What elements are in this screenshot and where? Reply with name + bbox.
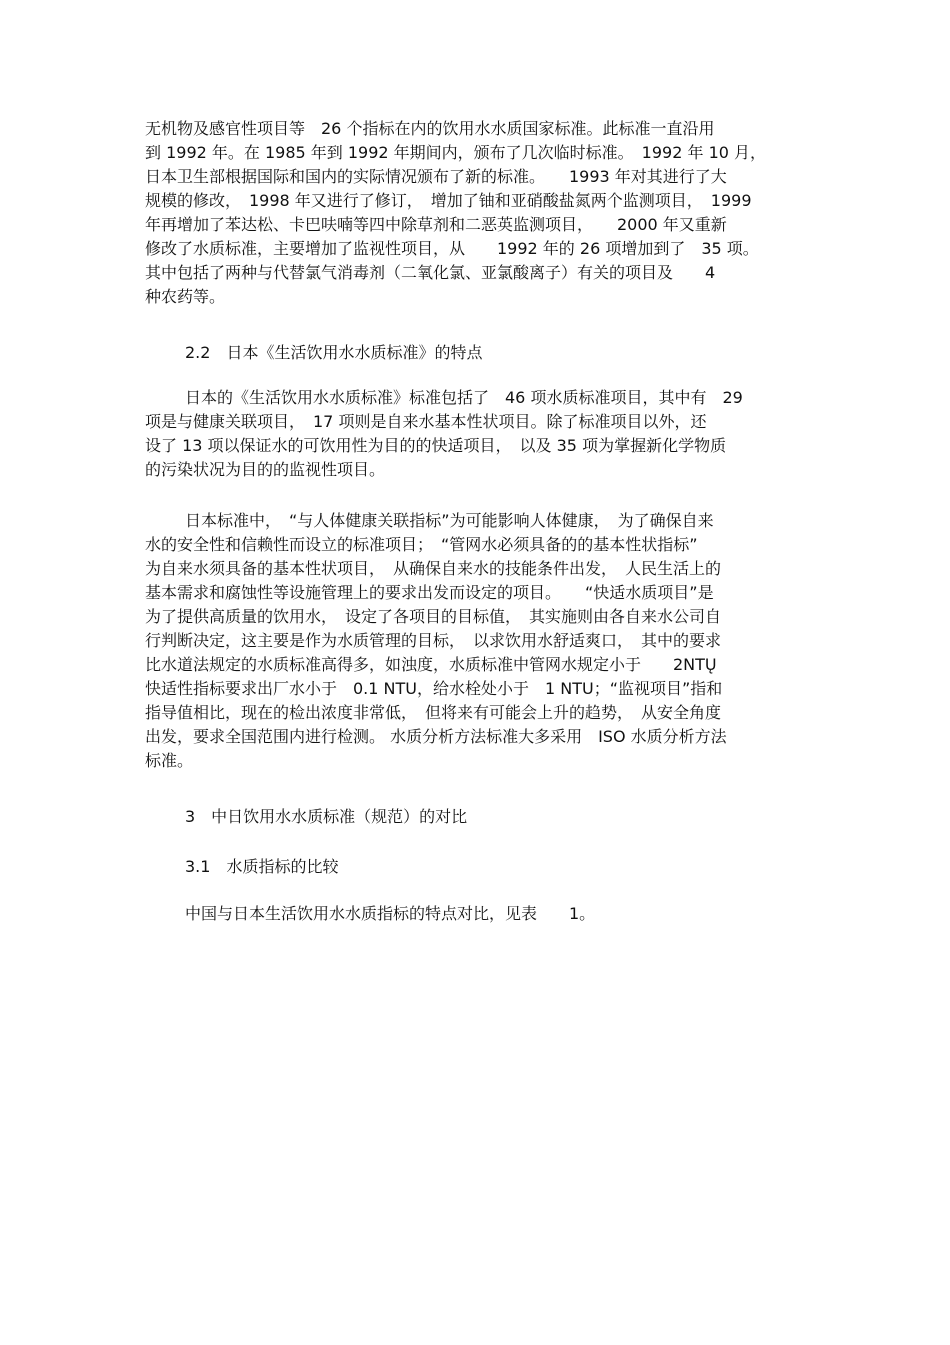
paragraph-japan-standard-overview (145, 386, 815, 482)
text-line: 其中包括了两种与代替氯气消毒剂（二氧化氯、亚氯酸离子）有关的项目及 4 (145, 263, 716, 282)
section-heading-2-2 (145, 341, 815, 365)
text-line: 日本标准中， “与人体健康关联指标”为可能影响人体健康， 为了确保自来 (185, 511, 714, 530)
text-line: 中国与日本生活饮用水水质指标的特点对比，见表 1。 (185, 904, 596, 923)
section-heading-3-1 (145, 855, 815, 879)
heading-text: 2.2 日本《生活饮用水水质标准》的特点 (185, 343, 483, 362)
text-line: 规模的修改， 1998 年又进行了修订， 增加了铀和亚硝酸盐氮两个监测项目， 1999 (145, 191, 752, 210)
text-line: 指导值相比，现在的检出浓度非常低， 但将来有可能会上升的趋势， 从安全角度 (145, 703, 722, 722)
heading-text: 3 中日饮用水水质标准（规范）的对比 (185, 807, 468, 826)
text-line: 基本需求和腐蚀性等设施管理上的要求出发而设定的项目。 “快适水质项目”是 (145, 583, 714, 602)
text-line: 种农药等。 (145, 287, 226, 306)
paragraph-comparison-reference (145, 902, 815, 926)
text-line: 年再增加了苯达松、卡巴呋喃等四中除草剂和二恶英监测项目， 2000 年又重新 (145, 215, 727, 234)
text-line: 水的安全性和信赖性而设立的标准项目； “管网水必须具备的的基本性状指标” (145, 535, 698, 554)
text-line: 行判断决定，这主要是作为水质管理的目标， 以求饮用水舒适爽口， 其中的要求 (145, 631, 722, 650)
paragraph-japan-standard-categories (145, 509, 815, 773)
text-line: 为自来水须具备的基本性状项目， 从确保自来水的技能条件出发， 人民生活上的 (145, 559, 722, 578)
text-line: 设了 13 项以保证水的可饮用性为目的的快适项目， 以及 35 项为掌握新化学物质 (145, 436, 727, 455)
text-line: 无机物及感官性项目等 26 个指标在内的饮用水水质国家标准。此标准一直沿用 (145, 119, 715, 138)
text-line: 日本的《生活饮用水水质标准》标准包括了 46 项水质标准项目，其中有 29 (185, 388, 743, 407)
heading-text: 3.1 水质指标的比较 (185, 857, 339, 876)
text-line: 标准。 (145, 751, 194, 770)
text-line: 修改了水质标准，主要增加了监视性项目，从 1992 年的 26 项增加到了 35 项。 (145, 239, 759, 258)
text-line: 的污染状况为目的的监视性项目。 (145, 460, 386, 479)
text-line: 出发，要求全国范围内进行检测。 水质分析方法标准大多采用 ISO 水质分析方法 (145, 727, 727, 746)
text-line: 为了提供高质量的饮用水， 设定了各项目的目标值， 其实施则由各自来水公司自 (145, 607, 722, 626)
text-line: 快适性指标要求出厂水小于 0.1 NTU，给水栓处小于 1 NTU；“监视项目”指和 (145, 679, 723, 698)
paragraph-intro-history (145, 117, 815, 309)
section-heading-3 (145, 805, 815, 829)
text-line: 比水道法规定的水质标准高得多，如浊度，水质标准中管网水规定小于 2NTŲ (145, 655, 717, 674)
text-line: 日本卫生部根据国际和国内的实际情况颁布了新的标准。 1993 年对其进行了大 (145, 167, 727, 186)
text-line: 到 1992 年。在 1985 年到 1992 年期间内，颁布了几次临时标准。 1992 年 10 月， (145, 143, 767, 162)
text-line: 项是与健康关联项目， 17 项则是自来水基本性状项目。除了标准项目以外，还 (145, 412, 707, 431)
